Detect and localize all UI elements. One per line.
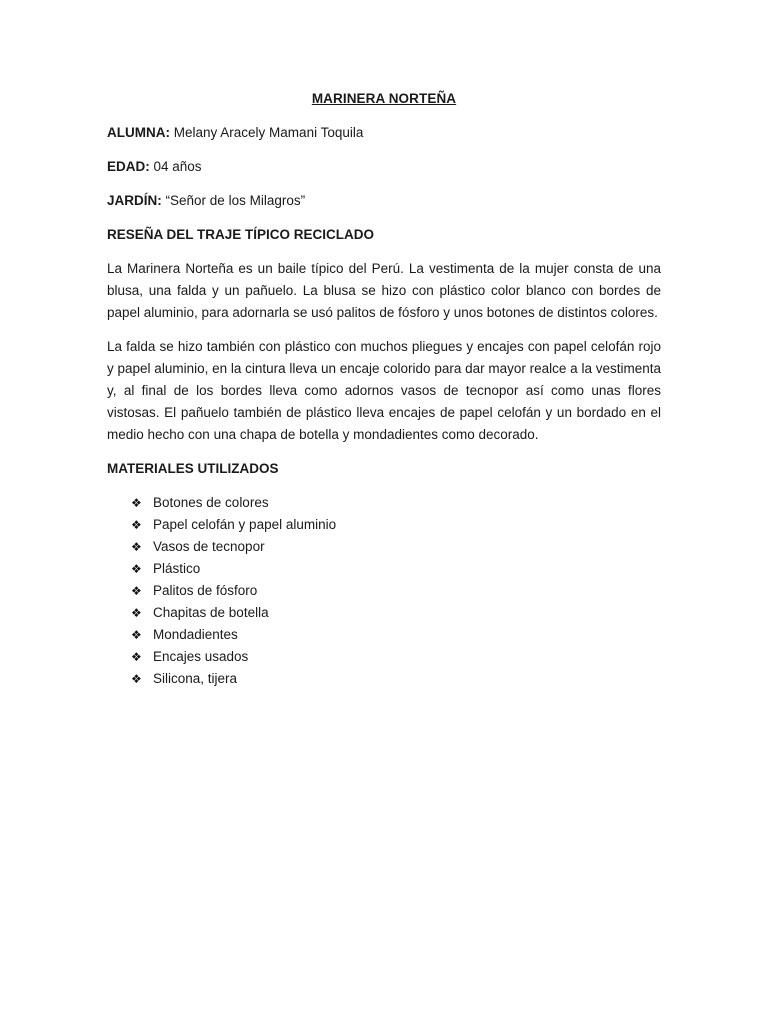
list-item [131, 624, 661, 646]
diamond-bullet-icon: ❖ [131, 518, 142, 532]
diamond-bullet-icon: ❖ [131, 650, 142, 664]
list-item [131, 668, 661, 690]
field-label: ALUMNA: [107, 125, 170, 140]
diamond-bullet-icon: ❖ [131, 606, 142, 620]
diamond-bullet-icon: ❖ [131, 672, 142, 686]
paragraph: La Marinera Norteña es un baile típico del Perú. La vestimenta de la mujer consta de una blusa, una falda y un pañuelo. La blusa se hizo con plástico color blanco con bordes de papel aluminio, para adornarla se usó palitos de fósforo y unos botones de distintos colores. [107, 261, 661, 320]
diamond-bullet-icon: ❖ [131, 562, 142, 576]
field-label: JARDÍN: [107, 193, 162, 208]
list-item-text: Encajes usados [153, 649, 249, 664]
list-item [131, 514, 661, 536]
document-title: MARINERA NORTEÑA [311, 91, 457, 106]
list-item [131, 602, 661, 624]
field-value: Melany Aracely Mamani Toquila [173, 125, 364, 140]
list-item [131, 492, 661, 514]
diamond-bullet-icon: ❖ [131, 628, 142, 642]
field-jardin [107, 190, 661, 212]
diamond-bullet-icon: ❖ [131, 540, 142, 554]
field-edad [107, 156, 661, 178]
list-item-text: Chapitas de botella [153, 605, 269, 620]
field-value: 04 años [153, 159, 202, 174]
section-heading-materials: MATERIALES UTILIZADOS [107, 461, 279, 476]
materials-list [107, 492, 661, 690]
list-item-text: Plástico [153, 561, 201, 576]
list-item-text: Silicona, tijera [153, 671, 238, 686]
diamond-bullet-icon: ❖ [131, 496, 142, 510]
list-item-text: Botones de colores [153, 495, 269, 510]
list-item [131, 536, 661, 558]
field-value: “Señor de los Milagros” [165, 193, 306, 208]
paragraph: La falda se hizo también con plástico con muchos pliegues y encajes con papel celofán rojo y papel aluminio, en la cintura lleva un encaje colorido para dar mayor realce a la vestimenta y, al final de los bordes lleva como adornos vasos de tecnopor así como unas flores vistosas. El pañuelo también de plástico lleva encajes de papel celofán y un bordado en el medio hecho con una chapa de botella y mondadientes como decorado. [107, 339, 661, 442]
list-item [131, 580, 661, 602]
document-body [107, 88, 661, 690]
diamond-bullet-icon: ❖ [131, 584, 142, 598]
field-label: EDAD: [107, 159, 150, 174]
list-item-text: Palitos de fósforo [153, 583, 258, 598]
list-item [131, 558, 661, 580]
list-item-text: Mondadientes [153, 627, 238, 642]
list-item [131, 646, 661, 668]
section-heading-review: RESEÑA DEL TRAJE TÍPICO RECICLADO [107, 227, 375, 242]
list-item-text: Papel celofán y papel aluminio [153, 517, 337, 532]
field-alumna [107, 122, 661, 144]
list-item-text: Vasos de tecnopor [153, 539, 265, 554]
